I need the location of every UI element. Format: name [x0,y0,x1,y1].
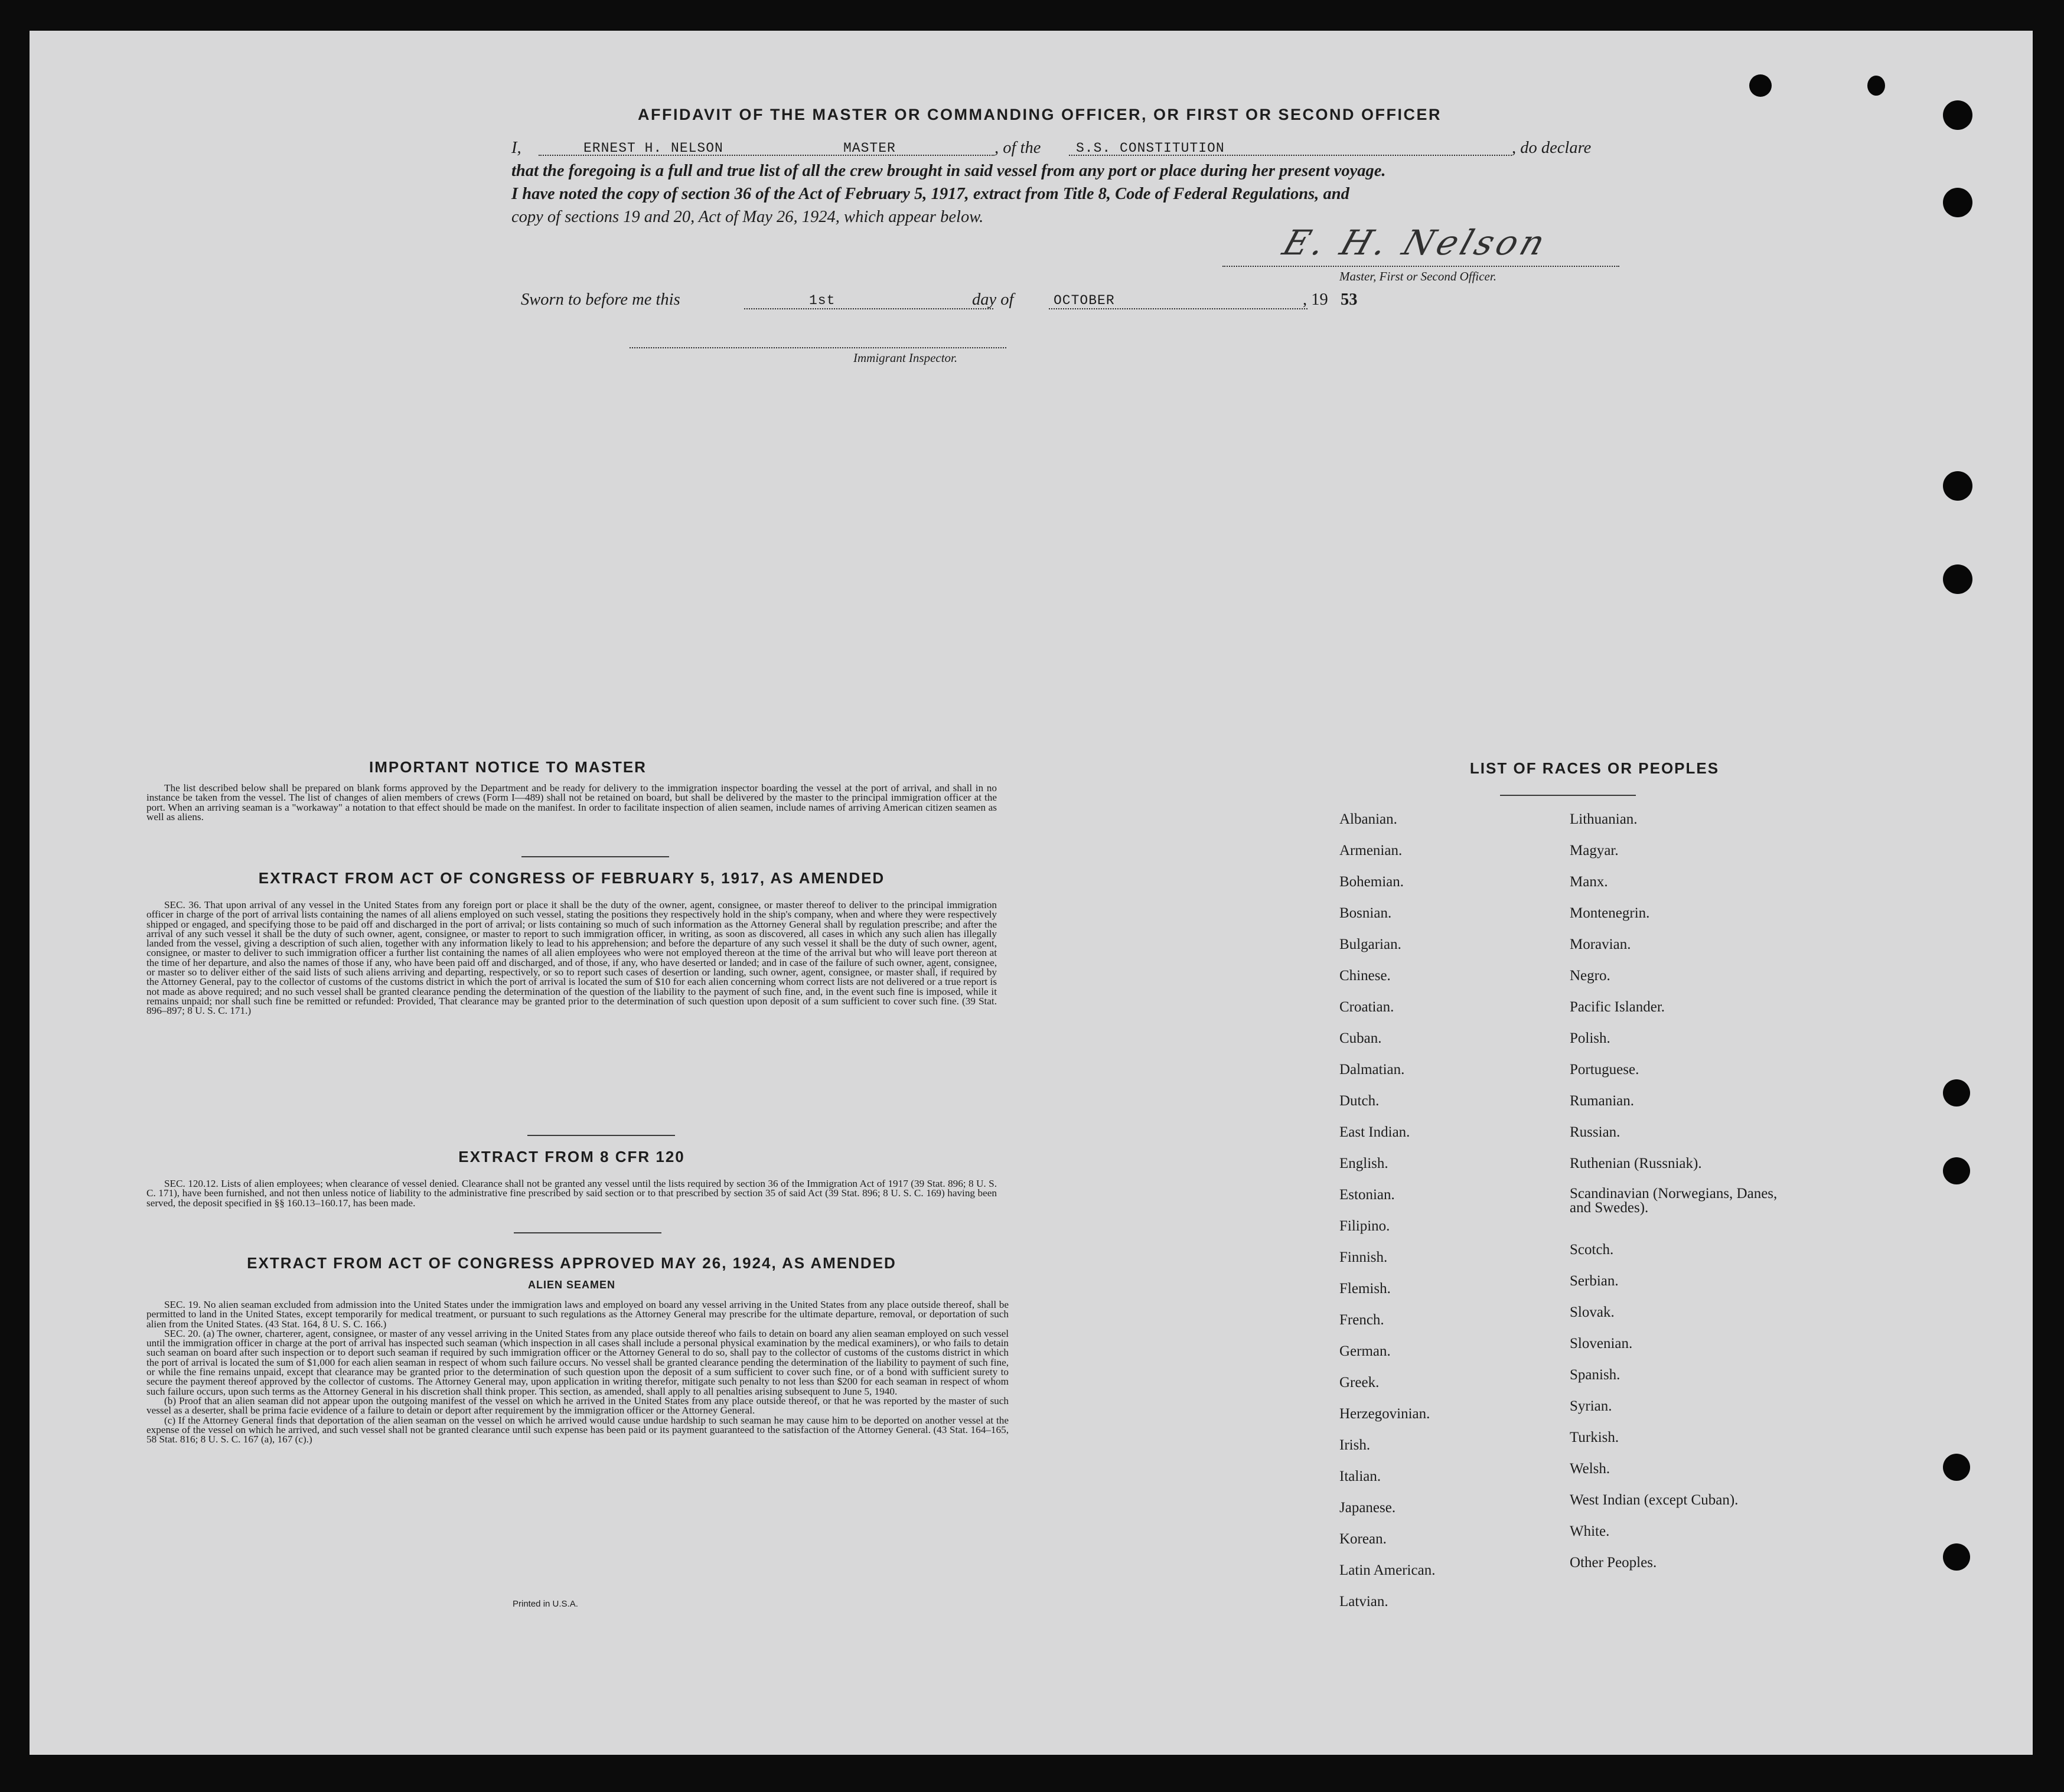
race-item: Russian. [1570,1124,1620,1140]
race-item: Dutch. [1339,1093,1380,1109]
notice-heading: IMPORTANT NOTICE TO MASTER [369,758,647,776]
race-item: Portuguese. [1570,1062,1639,1078]
race-item: Scotch. [1570,1242,1614,1258]
race-item: Filipino. [1339,1218,1390,1234]
extract-1917-text [146,900,997,1016]
race-item: Cuban. [1339,1030,1382,1046]
signature-line [1222,266,1619,267]
race-item: Rumanian. [1570,1093,1635,1109]
races-divider [1500,795,1636,796]
extract-1924-text [146,1300,1009,1444]
sworn-day-line [744,308,993,309]
section-20a-paragraph: SEC. 20. (a) The owner, charterer, agent, consignee, or master of any vessel arriving in the United States from any place outside thereof who fails to detain on board any alien seaman employed on such vessel until the immigration officer in charge at the port of arrival has inspected such seaman (which inspection in all cases shall include a personal physical examination by the medical examiners), or who fails to detain such seaman on board after such inspection or to deport such seaman if required by such immigration officer or the Attorney General to do so, shall pay to the collector of customs of the customs district in which the port of arrival is located the sum of $1,000 for each alien seaman in respect of whom such failure occurs. No vessel shall be granted clearance pending the determination of the liability to payment of such fine, or while the fine remains unpaid, except that clearance may be granted prior to the determination of such question upon the deposit of a sum sufficient to cover such fine, or of a bond with sufficient surety to secure the payment thereof approved by the collector of customs. The Attorney General may, upon application in writing therefor, mitigate such penalty to not less than $200 for each seaman in respect of whom such failure occurs, upon such terms as the Attorney General in his discretion shall think proper. This section, as amended, shall apply to all penalties arising subsequent to June 5, 1940. [146,1327,1009,1397]
punch-hole [1943,1079,1970,1106]
race-item: Lithuanian. [1570,811,1638,827]
document-page [30,31,2033,1755]
race-item: Latin American. [1339,1562,1436,1578]
master-signature: E. H. Nelson [1277,223,1554,263]
race-item: Bosnian. [1339,905,1392,921]
alien-seamen-subheading: ALIEN SEAMEN [527,1279,615,1291]
declaration-line-4: copy of sections 19 and 20, Act of May 26, 1924, which appear below. [511,208,984,226]
divider-3 [514,1232,661,1233]
notice-paragraph: The list described below shall be prepared on blank forms approved by the Department and be ready for delivery to the immigration inspector boarding the vessel at the port of arrival, and shall in no instance be taken from the vessel. The list of changes of alien members of crews (Form I—489) shall not be retained on board, but shall be delivered by the master to the principal immigration officer at the port. When an arriving seaman is a "workaway" a notation to that effect should be made on the manifest. In order to facilitate inspection of alien seamen, include names of arriving American citizen seamen as well as aliens. [146,782,997,822]
year-suffix: 53 [1341,290,1358,309]
declaration-line-2: that the foregoing is a full and true list of all the crew brought in said vessel from any port or place during her present voyage. [511,162,1386,180]
year-prefix: , 19 [1303,290,1328,309]
race-item: Spanish. [1570,1367,1620,1383]
signature-caption: Master, First or Second Officer. [1339,269,1496,283]
race-item: Chinese. [1339,968,1391,984]
race-item: Italian. [1339,1468,1381,1484]
race-item: Herzegovinian. [1339,1406,1430,1422]
race-item: Slovenian. [1570,1336,1633,1352]
race-item: French. [1339,1312,1384,1328]
race-item: White. [1570,1523,1610,1539]
extract-1924-heading: EXTRACT FROM ACT OF CONGRESS APPROVED MAY 26, 1924, AS AMENDED [247,1254,896,1272]
race-item: Irish. [1339,1437,1371,1453]
divider-1 [521,856,669,857]
races-heading: LIST OF RACES OR PEOPLES [1469,759,1720,777]
race-item: German. [1339,1343,1391,1359]
punch-hole [1749,74,1772,97]
day-of-label: day of [972,290,1014,309]
race-item: Dalmatian. [1339,1062,1405,1078]
race-item: Other Peoples. [1570,1555,1657,1571]
race-item: Albanian. [1339,811,1397,827]
master-name: ERNEST H. NELSON [583,141,723,156]
race-item: West Indian (except Cuban). [1570,1492,1739,1508]
race-item: Scandinavian (Norwegians, Danes, and Swedes). [1570,1186,1778,1216]
sworn-month: OCTOBER [1054,293,1115,308]
inspector-line [630,347,1006,348]
race-item: Croatian. [1339,999,1394,1015]
race-item: Moravian. [1570,936,1631,952]
race-item: East Indian. [1339,1124,1410,1140]
race-item: Bulgarian. [1339,936,1401,952]
punch-hole [1943,564,1972,594]
divider-2 [527,1135,675,1136]
race-item: Montenegrin. [1570,905,1650,921]
sworn-label: Sworn to before me this [521,290,680,309]
race-item: Bohemian. [1339,874,1404,890]
section-20c-paragraph: (c) If the Attorney General finds that deportation of the alien seaman on the vessel on which he arrived would cause undue hardship to such seaman he may cause him to be deported on another vessel at the expense of the vessel on which he arrived, and such vessel shall not be granted clearance until such expense has been paid or its payment guaranteed to the satisfaction of the Attorney General. (43 Stat. 164–165, 58 Stat. 816; 8 U. S. C. 167 (a), 167 (c).) [146,1414,1009,1445]
section-20b-paragraph: (b) Proof that an alien seaman did not appear upon the outgoing manifest of the vessel on which he arrived in the United States from any place outside thereof, or that he was reported by the master of such vessel as a deserter, shall be prima facie evidence of a failure to detain or deport after requirement by the immigration officer or the Attorney General. [146,1395,1009,1416]
printed-in-usa: Printed in U.S.A. [513,1599,578,1609]
section-19-paragraph: SEC. 19. No alien seaman excluded from admission into the United States under the immigration laws and employed on board any vessel arriving in the United States from any place outside thereof, shall be permitted to land in the United States, except temporarily for medical treatment, or pursuant to such regulations as the Attorney General may prescribe for the ultimate departure, removal, or deportation of such alien from the United States. (43 Stat. 164, 8 U. S. C. 166.) [146,1299,1009,1330]
race-item: Korean. [1339,1531,1387,1547]
month-line [1049,308,1307,309]
vessel-name: S.S. CONSTITUTION [1076,141,1225,156]
race-item: Pacific Islander. [1570,999,1665,1015]
race-item: Armenian. [1339,843,1403,859]
race-item: Turkish. [1570,1429,1619,1445]
race-item: Greek. [1339,1375,1380,1390]
punch-hole [1943,1157,1970,1184]
race-item: Syrian. [1570,1398,1612,1414]
extract-1917-heading: EXTRACT FROM ACT OF CONGRESS OF FEBRUARY 5, 1917, AS AMENDED [258,869,885,887]
notice-text [146,784,997,822]
punch-hole [1943,188,1972,217]
race-item: Estonian. [1339,1187,1395,1203]
declaration-i: I, [511,139,521,157]
inspector-caption: Immigrant Inspector. [853,351,958,365]
of-the-label: , of the [994,139,1041,157]
declaration-line-3: I have noted the copy of section 36 of the Act of February 5, 1917, extract from Title 8, Code of Federal Regulations, and [511,185,1349,203]
cfr-text [146,1179,997,1208]
punch-hole [1943,100,1972,130]
race-item: Serbian. [1570,1273,1619,1289]
affidavit-title: AFFIDAVIT OF THE MASTER OR COMMANDING OFFICER, OR FIRST OR SECOND OFFICER [638,106,1442,123]
cfr-heading: EXTRACT FROM 8 CFR 120 [458,1148,685,1166]
race-item: Finnish. [1339,1249,1388,1265]
section-36-paragraph: SEC. 36. That upon arrival of any vessel in the United States from any foreign port or place it shall be the duty of the owner, agent, consignee, or master thereof to deliver to the principal immigration officer in charge of the port of arrival lists containing the names of all aliens employed on such vessel, stating the positions they respectively hold in the ship's company, when and where they were respectively shipped or engaged, and specifying those to be paid off and discharged in the port of arrival; or lists containing so much of such information as the Attorney General shall by regulation prescribe; and after the arrival of any such vessel it shall be the duty of such owner, agent, consignee, or master to report to such immigration officer, in writing, as soon as discovered, all cases in which any such alien has illegally landed from the vessel, giving a description of such alien, together with any information likely to lead to his apprehension; and before the departure of any such vessel it shall be the duty of such owner, agent, consignee, or master to deliver to such immigration officer a further list containing the names of all alien employees who were not employed thereon at the time of the arrival but who will leave port thereon at the time of her departure, and also the names of those if any, who have been paid off and discharged, and of those, if any, who have deserted or landed; and in case of the failure of such owner, agent, consignee, or master so to deliver either of the said lists of such aliens arriving and departing, respectively, or so to report such cases of desertion or landing, such owner, agent, consignee, or master shall, if required by the Attorney General, pay to the collector of customs of the customs district in which the port of arrival is located the sum of $10 for each alien concerning whom correct lists are not delivered or a true report is not made as above required; and no such vessel shall be granted clearance pending the determination of the question of the liability to the payment of such fine, and, in the event such fine is imposed, while it remains unpaid; nor shall such fine be remitted or refunded: Provided, That clearance may be granted prior to the determination of such question upon deposit of a sum sufficient to cover such fine. (39 Stat. 896–897; 8 U. S. C. 171.) [146,899,997,1017]
punch-hole [1867,76,1885,96]
punch-hole [1943,1454,1970,1481]
section-120-12-paragraph: SEC. 120.12. Lists of alien employees; when clearance of vessel denied. Clearance shall not be granted any vessel until the lists required by section 36 of the Immigration Act of 1917 (39 Stat. 896; 8 U. S. C. 171), have been furnished, and not then unless notice of liability to the administrative fine prescribed by said section or to that prescribed by section 35 of said Act (39 Stat. 896; 8 U. S. C. 169) having been served, the deposit specified in §§ 160.13–160.17, has been made. [146,1178,997,1209]
race-item: Manx. [1570,874,1608,890]
race-item: Negro. [1570,968,1610,984]
master-rank: MASTER [843,141,896,156]
race-item: Flemish. [1339,1281,1391,1297]
race-item: Ruthenian (Russniak). [1570,1156,1702,1171]
punch-hole [1943,1543,1970,1571]
punch-hole [1943,471,1972,501]
do-declare-label: , do declare [1512,139,1592,157]
race-item: English. [1339,1156,1388,1171]
race-item: Latvian. [1339,1594,1388,1610]
race-item: Welsh. [1570,1461,1610,1477]
sworn-day: 1st [809,293,836,308]
race-item: Magyar. [1570,843,1619,859]
race-item: Japanese. [1339,1500,1396,1516]
race-item: Slovak. [1570,1304,1615,1320]
race-item: Polish. [1570,1030,1610,1046]
